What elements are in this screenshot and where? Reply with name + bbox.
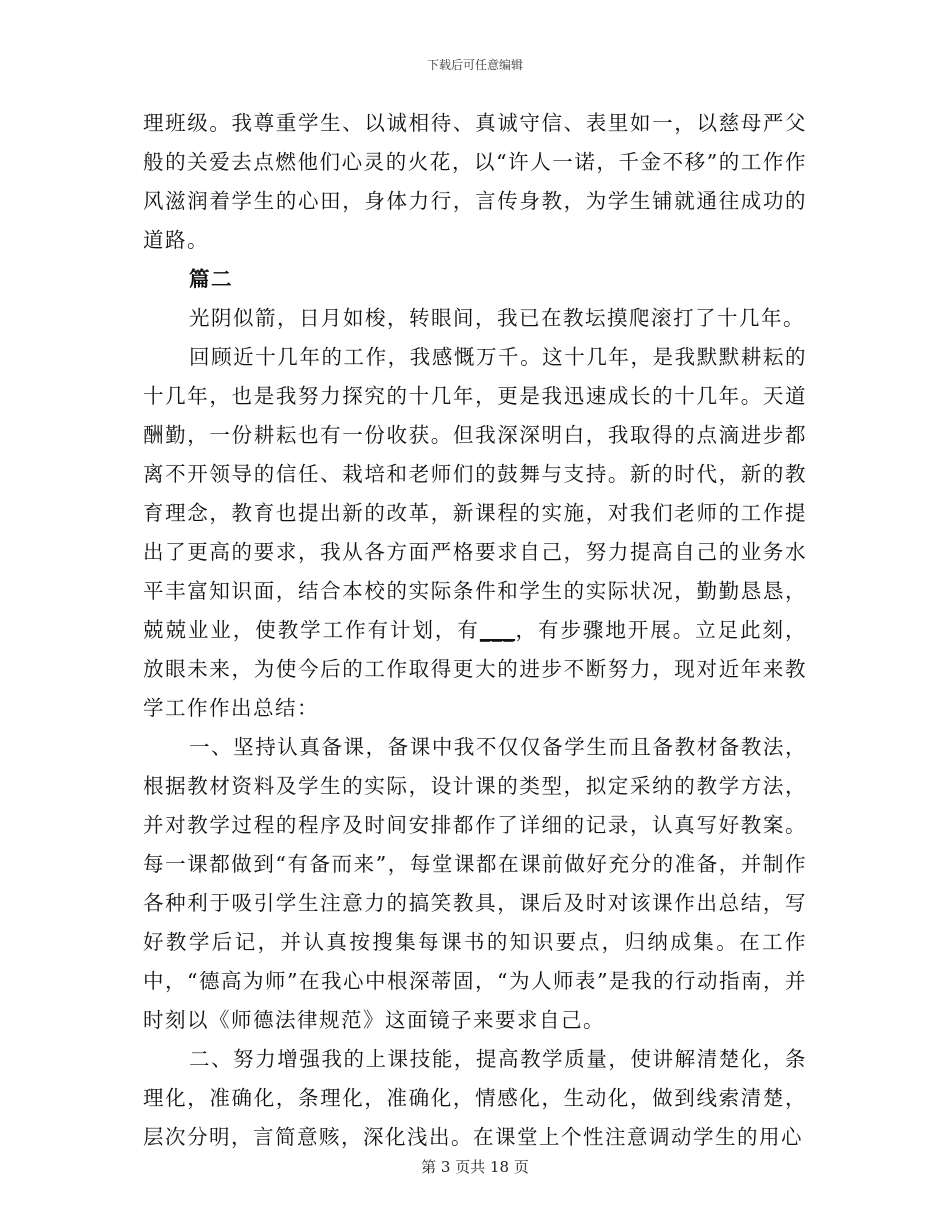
paragraph-review-part-b: ，有步骤地开展。立足此刻，放眼未来，为使今后的工作取得更大的进步不断努力，现对近年来教学工作作出总结： — [143, 618, 808, 720]
paragraph-continued: 理班级。我尊重学生、以诚相待、真诚守信、表里如一，以慈母严父般的关爱去点燃他们心灵的火花，以“许人一诺，千金不移”的工作作风滋润着学生的心田，身体力行，言传身教，为学生铺就通往成功的道路。 — [143, 111, 807, 252]
paragraph-review — [143, 338, 807, 728]
paragraph-review-part-a: 回顾近十几年的工作，我感慨万千。这十几年，是我默默耕耘的十几年，也是我努力探究的十几年，更是我迅速成长的十几年。天道酬勤，一份耕耘也有一份收获。但我深深明白，我取得的点滴进步都离不开领导的信任、栽培和老师们的鼓舞与支持。新的时代，新的教育理念，教育也提出新的改革，新课程的实施，对我们老师的工作提出了更高的要求，我从各方面严格要求自己，努力提高自己的业务水平丰富知识面，结合本校的实际条件和学生的实际状况，勤勤恳恳，兢兢业业，使教学工作有计划，有 — [143, 345, 807, 642]
document-body — [143, 104, 807, 1157]
paragraph-teaching-skills: 二、努力增强我的上课技能，提高教学质量，使讲解清楚化，条理化，准确化，条理化，准确化，情感化，生动化，做到线索清楚，层次分明，言简意赅，深化浅出。在课堂上个性注意调动学生的用心 — [143, 1047, 807, 1149]
paragraph-lesson-prep: 一、坚持认真备课，备课中我不仅仅备学生而且备教材备教法，根据教材资料及学生的实际，设计课的类型，拟定采纳的教学方法，并对教学过程的程序及时间安排都作了详细的记录，认真写好教案。每一课都做到“有备而来”，每堂课都在课前做好充分的准备，并制作各种利于吸引学生注意力的搞笑教具，课后及时对该课作出总结，写好教学后记，并认真按搜集每课书的知识要点，归纳成集。在工作中，“德高为师”在我心中根深蒂固，“为人师表”是我的行动指南，并时刻以《师德法律规范》这面镜子来要求自己。 — [143, 735, 807, 1032]
fill-in-blank: ___ — [479, 618, 516, 642]
paragraph-intro: 光阴似箭，日月如梭，转眼间，我已在教坛摸爬滚打了十几年。 — [189, 306, 805, 330]
section-heading: 篇二 — [189, 267, 233, 291]
page-header: 下载后可任意编辑 — [426, 58, 523, 72]
page-footer: 第 3 页共 18 页 — [421, 1158, 529, 1176]
